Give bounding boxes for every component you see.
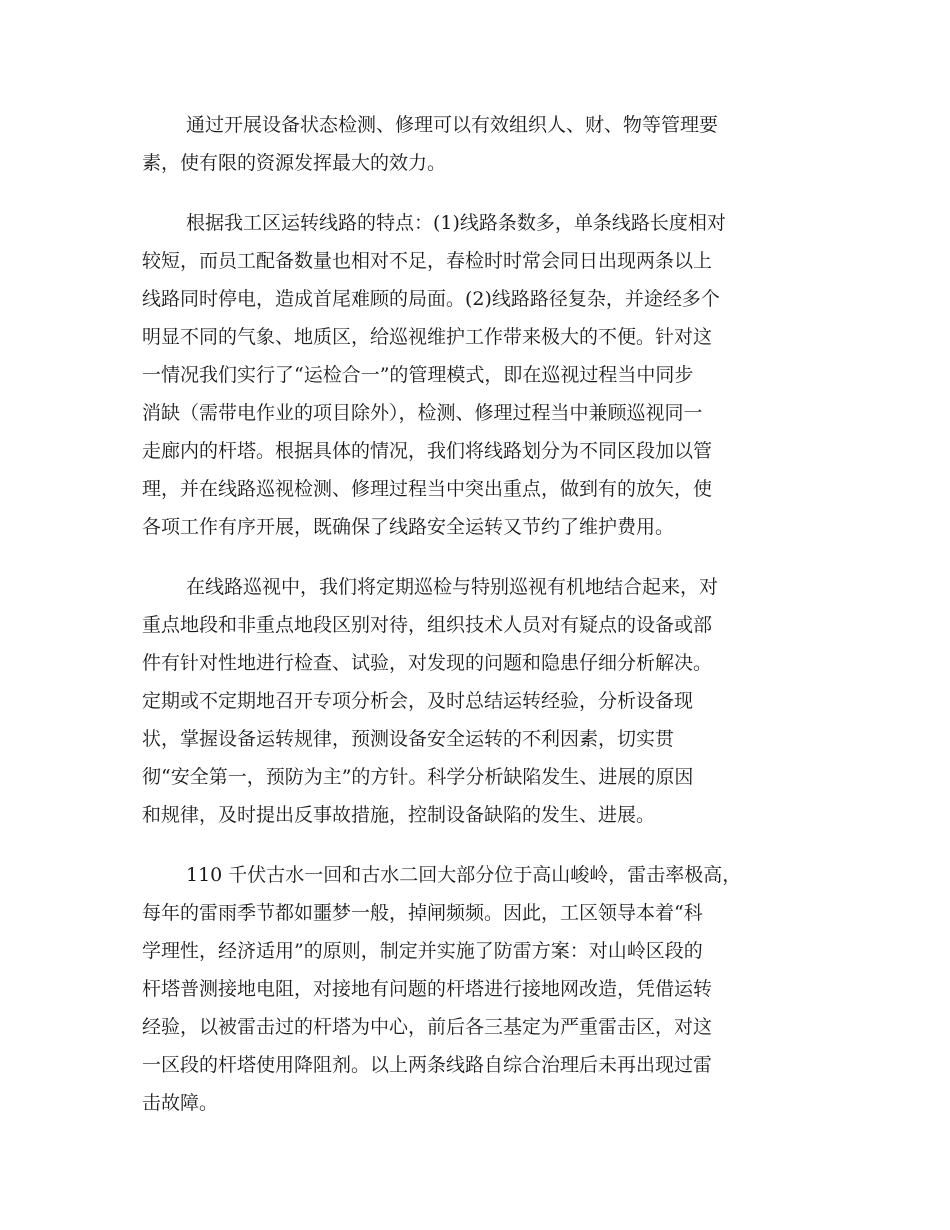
text-line: 学理性，经济适用”的原则，制定并实施了防雷方案：对山岭区段的 [142, 940, 703, 962]
text-line: 通过开展设备状态检测、修理可以有效组织人、财、物等管理要 [186, 114, 719, 136]
paragraph-2 [142, 204, 812, 546]
text-line: 消缺（需带电作业的项目除外），检测、修理过程当中兼顾巡视同一 [142, 402, 703, 424]
text-line: 理，并在线路巡视检测、修理过程当中突出重点，做到有的放矢，使 [142, 478, 713, 500]
paragraph-3 [142, 568, 812, 834]
text-line: 各项工作有序开展，既确保了线路安全运转又节约了维护费用。 [142, 516, 675, 538]
text-line: 根据我工区运转线路的特点：(1)线路条数多，单条线路长度相对 [186, 212, 726, 234]
text-line: 在线路巡视中，我们将定期巡检与特别巡视有机地结合起来，对 [186, 576, 719, 598]
text-line: 素，使有限的资源发挥最大的效力。 [142, 152, 447, 174]
text-line: 件有针对性地进行检查、试验，对发现的问题和隐患仔细分析解决。 [142, 652, 713, 674]
text-line: 较短，而员工配备数量也相对不足，春检时时常会同日出现两条以上 [142, 250, 713, 272]
text-line: 状，掌握设备运转规律，预测设备安全运转的不利因素，切实贯 [142, 728, 675, 750]
text-line: 一区段的杆塔使用降阻剂。以上两条线路自综合治理后未再出现过雷 [142, 1054, 713, 1076]
text-line: 线路同时停电，造成首尾难顾的局面。(2)线路路径复杂，并途经多个 [142, 288, 720, 310]
text-line: 走廊内的杆塔。根据具体的情况，我们将线路划分为不同区段加以管 [142, 440, 713, 462]
text-line: 定期或不定期地召开专项分析会，及时总结运转经验，分析设备现 [142, 690, 694, 712]
paragraph-4 [142, 856, 812, 1122]
text-line: 击故障。 [142, 1092, 219, 1114]
text-line: 每年的雷雨季节都如噩梦一般，掉闸频频。因此，工区领导本着“科 [142, 902, 703, 924]
text-line: 杆塔普测接地电阻，对接地有问题的杆塔进行接地网改造，凭借运转 [142, 978, 713, 1000]
paragraph-1 [142, 106, 812, 182]
text-line: 110 千伏古水一回和古水二回大部分位于高山峻岭，雷击率极高， [186, 864, 742, 886]
text-line: 彻“安全第一，预防为主”的方针。科学分析缺陷发生、进展的原因 [142, 766, 694, 788]
text-line: 和规律，及时提出反事故措施，控制设备缺陷的发生、进展。 [142, 804, 656, 826]
text-line: 重点地段和非重点地段区别对待，组织技术人员对有疑点的设备或部 [142, 614, 713, 636]
text-line: 经验，以被雷击过的杆塔为中心，前后各三基定为严重雷击区，对这 [142, 1016, 713, 1038]
text-line: 明显不同的气象、地质区，给巡视维护工作带来极大的不便。针对这 [142, 326, 713, 348]
text-line: 一情况我们实行了“运检合一”的管理模式，即在巡视过程当中同步 [142, 364, 694, 386]
body-text [142, 106, 812, 1144]
